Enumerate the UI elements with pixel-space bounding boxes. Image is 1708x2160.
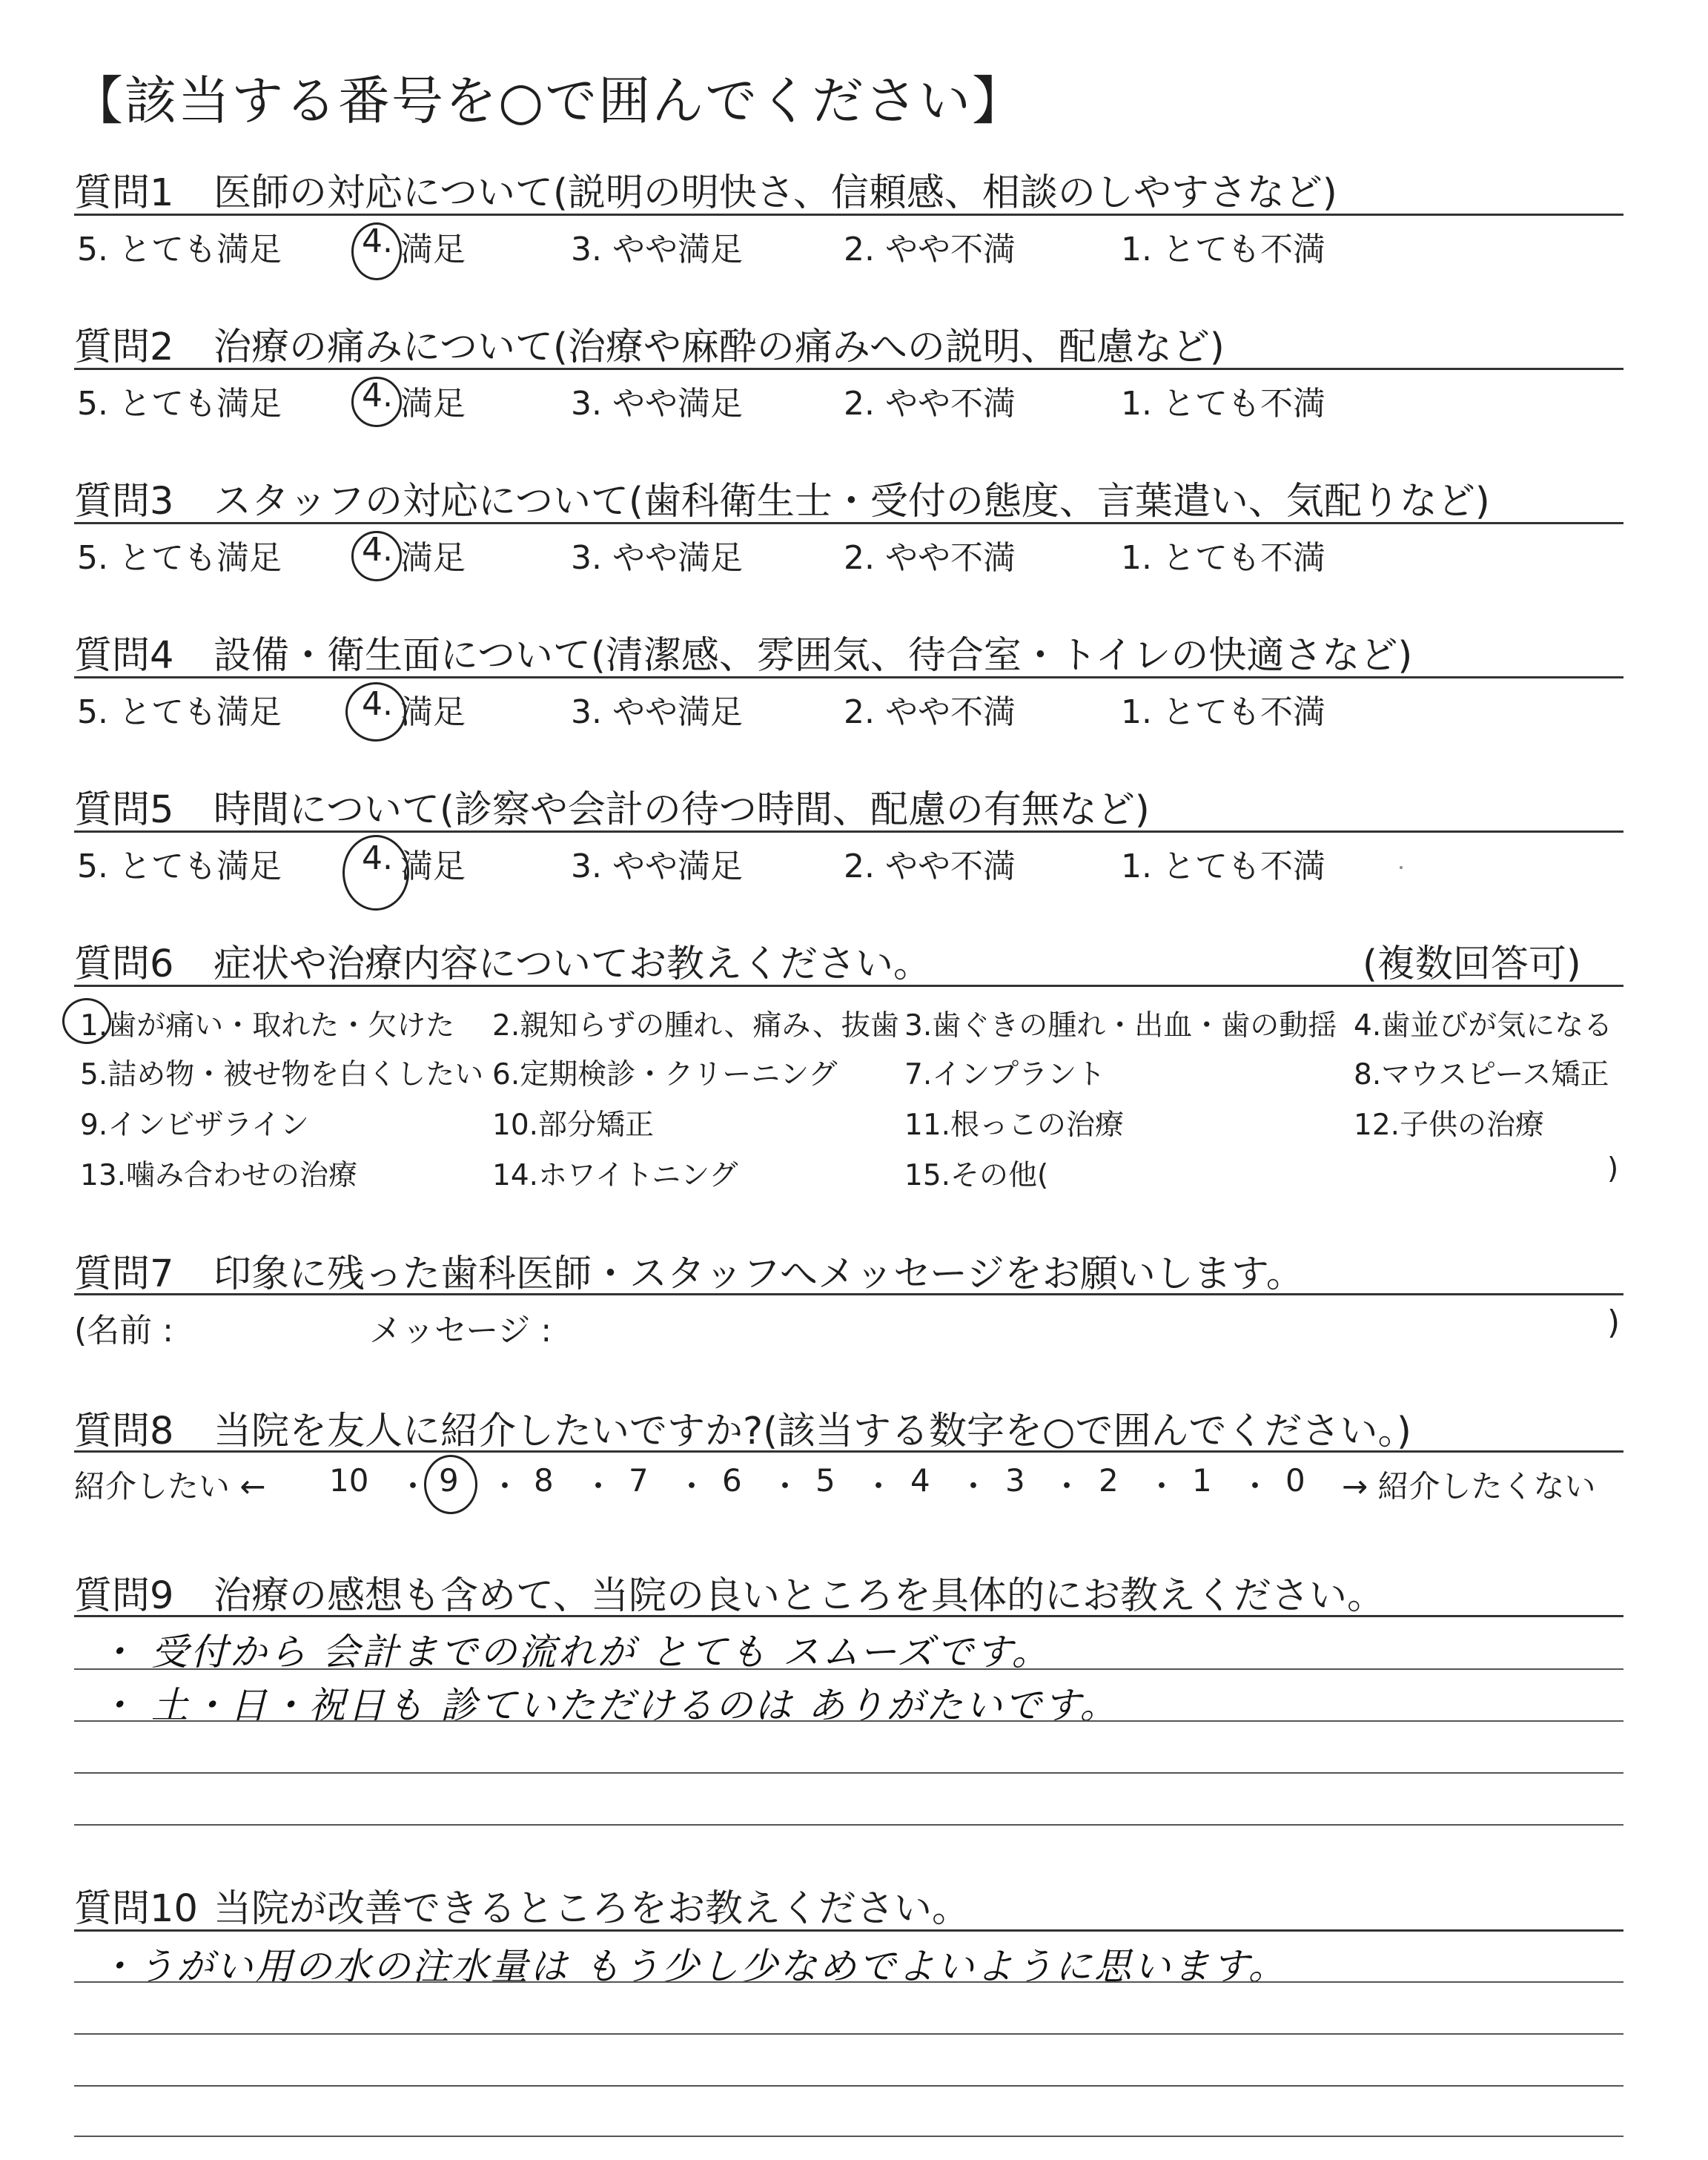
q6-option-13[interactable] xyxy=(80,1152,357,1194)
question-4-number: 質問4 xyxy=(74,634,174,678)
question-9-title xyxy=(74,1565,1385,1619)
q1-option-3[interactable]: 3. やや満足 xyxy=(571,231,743,268)
q6-option-9-num: 9. xyxy=(80,1109,108,1142)
q8-separator-dot: ・ xyxy=(863,1468,895,1505)
q8-separator-dot: ・ xyxy=(1146,1468,1178,1505)
q6-option-2-num: 2. xyxy=(492,1009,520,1043)
q6-option-3-num: 3. xyxy=(904,1009,933,1043)
q6-option-14[interactable] xyxy=(492,1152,738,1194)
q3-option-2[interactable]: 2. やや不満 xyxy=(844,539,1016,577)
q8-separator-dot: ・ xyxy=(958,1468,990,1505)
q3-option-1[interactable]: 1. とても不満 xyxy=(1121,539,1325,577)
q6-option-7-label: インプラント xyxy=(932,1058,1106,1091)
q6-option-10-num: 10. xyxy=(492,1109,539,1142)
question-6-text: 症状や治療内容についてお教えください。 xyxy=(214,942,931,986)
q2-selected-circle xyxy=(351,377,402,427)
q6-option-6[interactable] xyxy=(492,1051,837,1093)
q6-option-2[interactable] xyxy=(492,1003,899,1044)
question-7-text: 印象に残った歯科医師・スタッフへメッセージをお願いします。 xyxy=(214,1252,1304,1296)
q10-answer-line xyxy=(74,2085,1623,2087)
q2-option-4-number[interactable]: 4. xyxy=(362,377,393,415)
q6-option-15-label: その他( xyxy=(950,1159,1049,1192)
q5-option-5[interactable]: 5. とても満足 xyxy=(77,848,282,885)
q3-option-5[interactable]: 5. とても満足 xyxy=(77,539,282,577)
q4-selected-circle xyxy=(345,682,406,742)
q1-option-2[interactable]: 2. やや不満 xyxy=(844,231,1016,268)
q6-option-5-num: 5. xyxy=(80,1058,108,1091)
question-9-rule xyxy=(74,1615,1623,1617)
question-4-text: 設備・衛生面について(清潔感、雰囲気、待合室・トイレの快適さなど) xyxy=(214,634,1413,678)
q6-option-15[interactable] xyxy=(904,1152,1048,1194)
q9-handwritten-answer-1: ・ 受付から 会計までの流れが とても スムーズです。 xyxy=(98,1631,1051,1674)
q7-close-paren: ) xyxy=(1607,1304,1621,1341)
q8-separator-dot: ・ xyxy=(583,1468,615,1505)
question-2-title xyxy=(74,316,1225,371)
question-10-text: 当院が改善できるところをお教えください。 xyxy=(214,1887,970,1931)
q6-option-11-label: 根っこの治療 xyxy=(950,1109,1125,1142)
q8-score-1[interactable]: 1 xyxy=(1192,1462,1212,1499)
q4-option-4-label[interactable]: 満足 xyxy=(400,693,466,731)
q8-separator-dot: ・ xyxy=(1051,1468,1083,1505)
q6-option-1-num: 1. xyxy=(80,1009,108,1043)
question-1-rule xyxy=(74,214,1623,216)
q4-option-5[interactable]: 5. とても満足 xyxy=(77,693,282,731)
question-10-rule xyxy=(74,1929,1623,1932)
q6-option-5-label: 詰め物・被せ物を白くしたい xyxy=(107,1058,484,1091)
q9-handwritten-answer-2: ・ 土・日・祝日も 診ていただけるのは ありがたいです。 xyxy=(98,1684,1119,1727)
q9-answer-line xyxy=(74,1772,1623,1774)
q6-option-1-label: 歯が痛い・取れた・欠けた xyxy=(107,1009,455,1043)
q6-option-4[interactable] xyxy=(1354,1003,1612,1044)
q8-left-label: 紹介したい ← xyxy=(74,1468,266,1505)
question-8-title xyxy=(74,1400,1411,1455)
q7-message-label: メッセージ : xyxy=(369,1312,552,1350)
q5-option-4-label[interactable]: 満足 xyxy=(400,848,466,885)
q6-option-13-num: 13. xyxy=(80,1159,127,1192)
q6-option-10-label: 部分矯正 xyxy=(538,1109,655,1142)
q8-score-4[interactable]: 4 xyxy=(910,1462,930,1499)
q9-answer-line xyxy=(74,1824,1623,1826)
q8-right-label: → 紹介したくない xyxy=(1342,1468,1596,1505)
q4-option-3[interactable]: 3. やや満足 xyxy=(571,693,743,731)
q8-separator-dot: ・ xyxy=(1239,1468,1271,1505)
q3-selected-circle xyxy=(351,531,402,581)
q5-option-1[interactable]: 1. とても不満 xyxy=(1121,848,1325,885)
question-10-title xyxy=(74,1877,970,1932)
question-3-number: 質問3 xyxy=(74,480,174,524)
q6-option-12-num: 12. xyxy=(1354,1109,1400,1142)
q1-option-4-label[interactable]: 満足 xyxy=(400,231,466,268)
stray-pen-mark xyxy=(1400,866,1403,869)
q3-option-4-number[interactable]: 4. xyxy=(362,531,393,569)
sheet-instruction-header: 【該当する番号を○で囲んでください】 xyxy=(71,70,1026,131)
q6-option-11-num: 11. xyxy=(904,1109,951,1142)
q4-option-4-number[interactable]: 4. xyxy=(362,685,393,723)
q6-option-7-num: 7. xyxy=(904,1058,933,1091)
question-6-number: 質問6 xyxy=(74,942,174,986)
q8-score-6[interactable]: 6 xyxy=(722,1462,742,1499)
question-8-rule xyxy=(74,1450,1623,1453)
q6-option-6-label: 定期検診・クリーニング xyxy=(520,1058,838,1091)
q2-option-2[interactable]: 2. やや不満 xyxy=(844,385,1016,423)
question-5-number: 質問5 xyxy=(74,788,174,832)
q4-option-1[interactable]: 1. とても不満 xyxy=(1121,693,1325,731)
q2-option-3[interactable]: 3. やや満足 xyxy=(571,385,743,423)
q3-option-4-label[interactable]: 満足 xyxy=(400,539,466,577)
q8-score-0[interactable]: 0 xyxy=(1285,1462,1305,1499)
q2-option-1[interactable]: 1. とても不満 xyxy=(1121,385,1325,423)
question-8-number: 質問8 xyxy=(74,1410,174,1453)
question-10-number: 質問10 xyxy=(74,1887,198,1931)
q1-selected-circle xyxy=(351,222,402,280)
q6-option-10[interactable] xyxy=(492,1102,654,1143)
q6-selected-circle xyxy=(62,998,111,1044)
q10-answer-line xyxy=(74,1981,1623,1983)
q4-option-2[interactable]: 2. やや不満 xyxy=(844,693,1016,731)
q6-option-7[interactable] xyxy=(904,1051,1105,1093)
q6-option-6-num: 6. xyxy=(492,1058,520,1091)
q6-option-8-label: マウスピース矯正 xyxy=(1381,1058,1609,1091)
question-5-text: 時間について(診察や会計の待つ時間、配慮の有無など) xyxy=(214,788,1150,832)
q8-score-10[interactable]: 10 xyxy=(329,1462,369,1499)
question-1-number: 質問1 xyxy=(74,171,174,215)
q8-score-2[interactable]: 2 xyxy=(1099,1462,1119,1499)
q8-separator-dot: ・ xyxy=(769,1468,801,1505)
question-7-title xyxy=(74,1243,1304,1298)
q6-option-14-label: ホワイトニング xyxy=(538,1159,738,1192)
question-1-text: 医師の対応について(説明の明快さ、信頼感、相談のしやすさなど) xyxy=(214,171,1337,215)
q6-option-2-label: 親知らずの腫れ、痛み、抜歯 xyxy=(520,1009,899,1043)
q6-option-11[interactable] xyxy=(904,1102,1124,1143)
question-2-rule xyxy=(74,368,1623,370)
q6-option-8-num: 8. xyxy=(1354,1058,1382,1091)
q6-option-8[interactable] xyxy=(1354,1051,1609,1093)
q8-score-3[interactable]: 3 xyxy=(1005,1462,1025,1499)
q8-separator-dot: ・ xyxy=(676,1468,708,1505)
question-5-rule xyxy=(74,830,1623,833)
q10-answer-line xyxy=(74,2033,1623,2035)
q5-option-2[interactable]: 2. やや不満 xyxy=(844,848,1016,885)
q8-score-8[interactable]: 8 xyxy=(534,1462,554,1499)
q9-answer-line xyxy=(74,1720,1623,1722)
q6-option-3-label: 歯ぐきの腫れ・出血・歯の動揺 xyxy=(932,1009,1337,1043)
q1-option-4-number[interactable]: 4. xyxy=(362,222,393,260)
question-7-number: 質問7 xyxy=(74,1252,174,1296)
question-3-text: スタッフの対応について(歯科衛生士・受付の態度、言葉遣い、気配りなど) xyxy=(214,480,1490,524)
q8-selected-circle xyxy=(424,1455,477,1514)
q6-option-4-label: 歯並びが気になる xyxy=(1381,1009,1613,1043)
q8-score-9[interactable]: 9 xyxy=(439,1462,459,1499)
q6-other-close-paren: ) xyxy=(1607,1152,1619,1186)
question-6-title xyxy=(74,933,931,988)
q8-separator-dot: ・ xyxy=(397,1468,429,1505)
q10-answer-line xyxy=(74,2136,1623,2137)
q6-option-12-label: 子供の治療 xyxy=(1400,1109,1545,1142)
question-2-text: 治療の痛みについて(治療や麻酔の痛みへの説明、配慮など) xyxy=(214,326,1225,369)
question-2-number: 質問2 xyxy=(74,326,174,369)
q6-option-3[interactable] xyxy=(904,1003,1337,1044)
question-9-number: 質問9 xyxy=(74,1574,174,1618)
q9-answer-line xyxy=(74,1668,1623,1670)
q8-score-5[interactable]: 5 xyxy=(815,1462,835,1499)
q6-option-1[interactable] xyxy=(80,1003,454,1044)
q2-option-4-label[interactable]: 満足 xyxy=(400,385,466,423)
question-5-title xyxy=(74,779,1150,833)
q10-handwritten-answer-1: ・うがい用の水の注水量は もう少し少なめでよいように思います。 xyxy=(98,1945,1288,1988)
q6-option-12[interactable] xyxy=(1354,1102,1544,1143)
question-3-rule xyxy=(74,522,1623,524)
question-4-title xyxy=(74,624,1412,679)
q8-score-7[interactable]: 7 xyxy=(629,1462,649,1499)
question-6-note: (複数回答可) xyxy=(1363,942,1581,986)
q7-name-label: (名前 : xyxy=(74,1312,173,1350)
q6-option-13-label: 噛み合わせの治療 xyxy=(126,1159,358,1192)
q1-option-1[interactable]: 1. とても不満 xyxy=(1121,231,1325,268)
question-4-rule xyxy=(74,676,1623,678)
q2-option-5[interactable]: 5. とても満足 xyxy=(77,385,282,423)
q5-selected-circle xyxy=(342,835,409,911)
q6-option-4-num: 4. xyxy=(1354,1009,1382,1043)
q3-option-3[interactable]: 3. やや満足 xyxy=(571,539,743,577)
q5-option-3[interactable]: 3. やや満足 xyxy=(571,848,743,885)
q6-option-15-num: 15. xyxy=(904,1159,951,1192)
q6-option-9[interactable] xyxy=(80,1102,309,1143)
q8-separator-dot: ・ xyxy=(489,1468,521,1505)
question-8-text: 当院を友人に紹介したいですか?(該当する数字を○で囲んでください。) xyxy=(214,1410,1411,1453)
q1-option-5[interactable]: 5. とても満足 xyxy=(77,231,282,268)
question-1-title xyxy=(74,162,1337,217)
q6-option-5[interactable] xyxy=(80,1051,483,1093)
q6-option-9-label: インビザライン xyxy=(107,1109,310,1142)
question-6-rule xyxy=(74,985,1623,987)
question-9-text: 治療の感想も含めて、当院の良いところを具体的にお教えください。 xyxy=(214,1574,1385,1618)
q6-option-14-num: 14. xyxy=(492,1159,539,1192)
question-3-title xyxy=(74,470,1490,525)
question-7-rule xyxy=(74,1293,1623,1295)
q5-option-4-number[interactable]: 4. xyxy=(362,839,393,877)
